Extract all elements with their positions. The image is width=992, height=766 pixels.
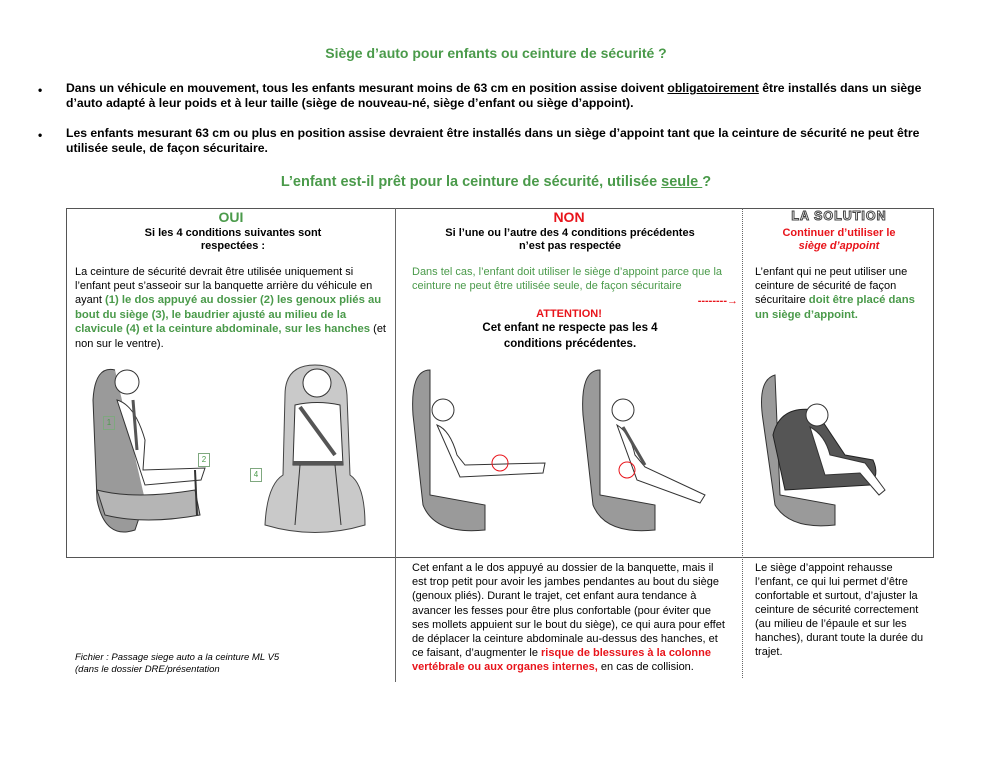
attention-label: ATTENTION! [536,308,602,320]
subtitle-after: ? [702,174,712,190]
oui-subheading: Si les 4 conditions suivantes sont respectées : [144,227,322,252]
arrow-to-solution: --------→ [697,295,738,307]
subtitle-underlined: seule [661,174,703,190]
bullet-1-part1: Dans un véhicule en mouvement, tous les enfants mesurant moins de 63 cm en position assise doivent [66,81,668,95]
column-divider-1 [395,208,396,682]
section-subtitle [0,174,992,190]
file-note-line2: (dans le dossier DRE/présentation [75,664,220,675]
non-explanation [412,561,730,675]
oui-text-conditions: (1) le dos appuyé au dossier (2) les genoux pliés au bout du siège (3), le baudrier ajusté au milieu de la clavicule (4) et la ceinture abdominale, sur les hanches [75,294,382,335]
bullet-marker-2: • [38,128,43,142]
solution-subheading-2: siège d’appoint [798,240,880,252]
solution-text-green: doit être placé dans un siège d’appoint. [755,294,915,321]
child-front-view-illustration [255,355,380,545]
attention-text: Cet enfant ne respecte pas les 4 conditions précédentes. [482,322,658,350]
bullet-1 [66,81,946,111]
non-subheading: Si l’une ou l’autre des 4 conditions précédentes n’est pas respectée [445,227,695,252]
column-divider-2 [742,208,743,678]
subtitle-before: L’enfant est-il prêt pour la ceinture de sécurité, utilisée [280,174,662,190]
solution-text-plain: L’enfant qui ne peut utiliser une ceinture de sécurité de façon sécuritaire [755,266,908,306]
child-in-booster-seat-illustration [755,365,915,535]
bullet-2: Les enfants mesurant 63 cm ou plus en position assise devraient être installés dans un siège d’appoint tant que la ceinture de sécurité ne peut être utilisée seule, de façon sécuritaire. [66,126,920,155]
solution-heading: LA SOLUTION [791,209,887,223]
non-description: Dans tel cas, l’enfant doit utiliser le siège d’appoint parce que la ceinture ne peut être utilisée seule, de façon sécuritaire [412,266,723,292]
bullet-marker-1: • [38,83,43,97]
non-heading: NON [553,209,585,225]
child-seated-correctly-illustration [75,350,235,545]
page-title: Siège d’auto pour enfants ou ceinture de sécurité ? [325,45,667,61]
child-too-small-illustration-2 [575,355,725,545]
marker-4: 4 [250,468,262,482]
non-explanation-risk: risque de blessures à la colonne vertébrale ou aux organes internes, [412,647,711,674]
solution-subheading-1: Continuer d’utiliser le [782,227,896,239]
non-explanation-end: en cas de collision. [597,661,694,674]
solution-description [755,265,927,322]
file-note-line1: Fichier : Passage siege auto a la ceinture ML V5 [75,652,280,663]
solution-explanation: Le siège d’appoint rehausse l’enfant, ce qui lui permet d’être confortable et surtout, d’ajuster la ceinture de sécurité correctement (au milieu de l’épaule et sur les hanches), durant toute la durée du trajet. [755,562,924,658]
non-explanation-plain: Cet enfant a le dos appuyé au dossier de la banquette, mais il est trop petit pour avoir les jambes pendantes au bout du siège (genoux pliés). Durant le trajet, cet enfant aura tendance à avancer les fesses pour être plus confortable (pour éviter que ses mollets appuient sur le bout du siège), ce qui aura pour effet de déplacer la ceinture abdominale au-dessus des hanches, et ce faisant, d’augmenter le [412,562,725,660]
bullet-1-underlined: obligatoirement [667,81,759,95]
child-too-small-illustration-1 [405,355,555,545]
bullet-1-part2: être installés dans un siège d’auto adapté à leur poids et à leur taille (siège de nouveau-né, siège d’enfant ou siège d’appoint). [66,81,922,110]
oui-text-plain1: La ceinture de sécurité devrait être utilisée uniquement si l’enfant peut s’asseoir sur la banquette arrière du véhicule en ayant [75,266,373,306]
oui-text-plain2: (et non sur le ventre). [75,323,386,350]
marker-2: 2 [198,453,210,467]
oui-heading: OUI [218,209,244,225]
marker-1: 1 [103,416,115,430]
oui-description [75,265,389,351]
